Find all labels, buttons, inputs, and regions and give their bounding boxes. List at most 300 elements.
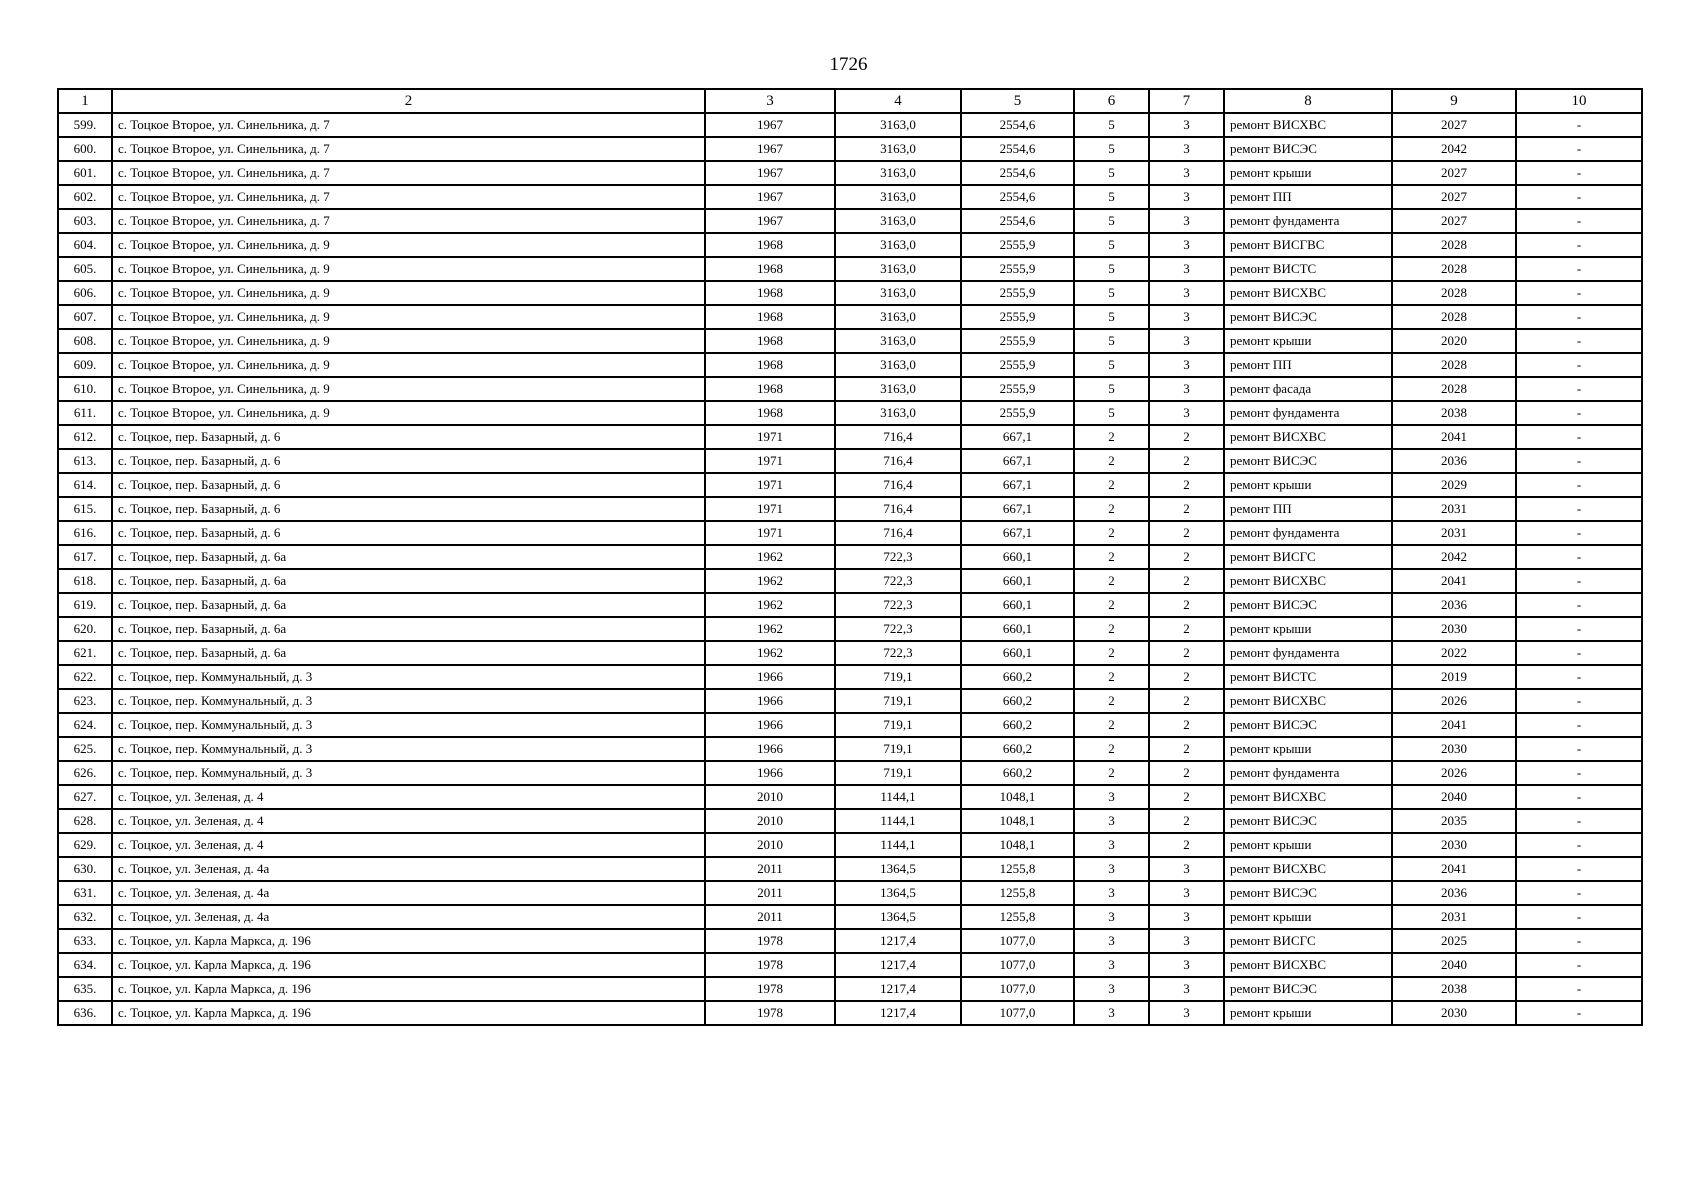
table-row xyxy=(58,881,1642,905)
area-total-cell: 3163,0 xyxy=(835,113,961,137)
note-cell: - xyxy=(1516,137,1642,161)
plan-year-cell: 2028 xyxy=(1392,281,1516,305)
entrances-cell: 3 xyxy=(1149,305,1224,329)
header-row xyxy=(58,89,1642,113)
note-cell: - xyxy=(1516,833,1642,857)
floors-cell: 5 xyxy=(1074,377,1149,401)
table-row xyxy=(58,521,1642,545)
table-row xyxy=(58,305,1642,329)
table-row xyxy=(58,137,1642,161)
plan-year-cell: 2030 xyxy=(1392,737,1516,761)
table-row xyxy=(58,617,1642,641)
year-cell: 1971 xyxy=(705,425,835,449)
area-total-cell: 1364,5 xyxy=(835,905,961,929)
entrances-cell: 2 xyxy=(1149,545,1224,569)
address-cell: с. Тоцкое, пер. Коммунальный, д. 3 xyxy=(112,761,705,785)
area-total-cell: 716,4 xyxy=(835,497,961,521)
note-cell: - xyxy=(1516,521,1642,545)
plan-year-cell: 2041 xyxy=(1392,425,1516,449)
work-type-cell: ремонт ВИСХВС xyxy=(1224,953,1392,977)
area-total-cell: 722,3 xyxy=(835,545,961,569)
note-cell: - xyxy=(1516,761,1642,785)
area-living-cell: 660,1 xyxy=(961,545,1074,569)
year-cell: 1968 xyxy=(705,257,835,281)
year-cell: 1966 xyxy=(705,761,835,785)
row-number-cell: 620. xyxy=(58,617,112,641)
entrances-cell: 2 xyxy=(1149,497,1224,521)
floors-cell: 2 xyxy=(1074,617,1149,641)
row-number-cell: 612. xyxy=(58,425,112,449)
floors-cell: 2 xyxy=(1074,761,1149,785)
year-cell: 1962 xyxy=(705,641,835,665)
note-cell: - xyxy=(1516,593,1642,617)
floors-cell: 2 xyxy=(1074,569,1149,593)
address-cell: с. Тоцкое, ул. Карла Маркса, д. 196 xyxy=(112,929,705,953)
row-number-cell: 601. xyxy=(58,161,112,185)
work-type-cell: ремонт ВИСХВС xyxy=(1224,425,1392,449)
entrances-cell: 2 xyxy=(1149,617,1224,641)
plan-year-cell: 2027 xyxy=(1392,161,1516,185)
address-cell: с. Тоцкое, ул. Карла Маркса, д. 196 xyxy=(112,1001,705,1025)
note-cell: - xyxy=(1516,161,1642,185)
entrances-cell: 2 xyxy=(1149,761,1224,785)
floors-cell: 5 xyxy=(1074,161,1149,185)
area-total-cell: 722,3 xyxy=(835,569,961,593)
area-living-cell: 667,1 xyxy=(961,425,1074,449)
floors-cell: 3 xyxy=(1074,785,1149,809)
column-header-5: 5 xyxy=(961,89,1074,113)
floors-cell: 3 xyxy=(1074,857,1149,881)
area-total-cell: 3163,0 xyxy=(835,185,961,209)
area-total-cell: 3163,0 xyxy=(835,305,961,329)
work-type-cell: ремонт фундамента xyxy=(1224,209,1392,233)
note-cell: - xyxy=(1516,449,1642,473)
column-header-9: 9 xyxy=(1392,89,1516,113)
work-type-cell: ремонт ВИСЭС xyxy=(1224,977,1392,1001)
area-living-cell: 2555,9 xyxy=(961,377,1074,401)
work-type-cell: ремонт фасада xyxy=(1224,377,1392,401)
entrances-cell: 3 xyxy=(1149,1001,1224,1025)
work-type-cell: ремонт ПП xyxy=(1224,185,1392,209)
row-number-cell: 633. xyxy=(58,929,112,953)
table-row xyxy=(58,329,1642,353)
area-living-cell: 667,1 xyxy=(961,473,1074,497)
address-cell: с. Тоцкое, ул. Зеленая, д. 4 xyxy=(112,809,705,833)
table-row xyxy=(58,545,1642,569)
plan-year-cell: 2040 xyxy=(1392,785,1516,809)
plan-year-cell: 2038 xyxy=(1392,401,1516,425)
area-total-cell: 1217,4 xyxy=(835,953,961,977)
entrances-cell: 2 xyxy=(1149,641,1224,665)
address-cell: с. Тоцкое, пер. Коммунальный, д. 3 xyxy=(112,737,705,761)
plan-year-cell: 2029 xyxy=(1392,473,1516,497)
year-cell: 1968 xyxy=(705,377,835,401)
entrances-cell: 2 xyxy=(1149,785,1224,809)
area-living-cell: 2555,9 xyxy=(961,257,1074,281)
table-row xyxy=(58,953,1642,977)
work-type-cell: ремонт ВИСЭС xyxy=(1224,137,1392,161)
area-living-cell: 660,1 xyxy=(961,569,1074,593)
year-cell: 2011 xyxy=(705,881,835,905)
work-type-cell: ремонт ВИСЭС xyxy=(1224,881,1392,905)
area-living-cell: 2555,9 xyxy=(961,281,1074,305)
row-number-cell: 634. xyxy=(58,953,112,977)
table-row xyxy=(58,569,1642,593)
floors-cell: 3 xyxy=(1074,881,1149,905)
note-cell: - xyxy=(1516,113,1642,137)
table-row xyxy=(58,185,1642,209)
work-type-cell: ремонт крыши xyxy=(1224,737,1392,761)
note-cell: - xyxy=(1516,905,1642,929)
address-cell: с. Тоцкое Второе, ул. Синельника, д. 9 xyxy=(112,281,705,305)
plan-year-cell: 2036 xyxy=(1392,593,1516,617)
floors-cell: 2 xyxy=(1074,449,1149,473)
floors-cell: 2 xyxy=(1074,473,1149,497)
year-cell: 2010 xyxy=(705,809,835,833)
work-type-cell: ремонт ПП xyxy=(1224,497,1392,521)
table-row xyxy=(58,689,1642,713)
address-cell: с. Тоцкое, ул. Зеленая, д. 4а xyxy=(112,905,705,929)
row-number-cell: 622. xyxy=(58,665,112,689)
plan-year-cell: 2031 xyxy=(1392,521,1516,545)
entrances-cell: 2 xyxy=(1149,449,1224,473)
entrances-cell: 2 xyxy=(1149,521,1224,545)
plan-year-cell: 2041 xyxy=(1392,569,1516,593)
year-cell: 1968 xyxy=(705,305,835,329)
row-number-cell: 632. xyxy=(58,905,112,929)
year-cell: 1978 xyxy=(705,929,835,953)
work-type-cell: ремонт ВИСХВС xyxy=(1224,857,1392,881)
row-number-cell: 613. xyxy=(58,449,112,473)
note-cell: - xyxy=(1516,281,1642,305)
row-number-cell: 604. xyxy=(58,233,112,257)
area-total-cell: 3163,0 xyxy=(835,401,961,425)
area-total-cell: 722,3 xyxy=(835,641,961,665)
table-row xyxy=(58,377,1642,401)
work-type-cell: ремонт крыши xyxy=(1224,161,1392,185)
address-cell: с. Тоцкое, ул. Зеленая, д. 4а xyxy=(112,857,705,881)
floors-cell: 3 xyxy=(1074,809,1149,833)
table-row xyxy=(58,281,1642,305)
address-cell: с. Тоцкое, ул. Карла Маркса, д. 196 xyxy=(112,977,705,1001)
area-living-cell: 1077,0 xyxy=(961,1001,1074,1025)
note-cell: - xyxy=(1516,953,1642,977)
address-cell: с. Тоцкое Второе, ул. Синельника, д. 7 xyxy=(112,161,705,185)
area-living-cell: 660,1 xyxy=(961,641,1074,665)
entrances-cell: 3 xyxy=(1149,281,1224,305)
table-row xyxy=(58,353,1642,377)
plan-year-cell: 2026 xyxy=(1392,761,1516,785)
row-number-cell: 617. xyxy=(58,545,112,569)
entrances-cell: 3 xyxy=(1149,929,1224,953)
entrances-cell: 3 xyxy=(1149,401,1224,425)
entrances-cell: 3 xyxy=(1149,137,1224,161)
work-type-cell: ремонт ВИСЭС xyxy=(1224,305,1392,329)
table-row xyxy=(58,737,1642,761)
area-living-cell: 1048,1 xyxy=(961,809,1074,833)
floors-cell: 3 xyxy=(1074,977,1149,1001)
plan-year-cell: 2027 xyxy=(1392,113,1516,137)
note-cell: - xyxy=(1516,641,1642,665)
entrances-cell: 3 xyxy=(1149,377,1224,401)
row-number-cell: 610. xyxy=(58,377,112,401)
plan-year-cell: 2022 xyxy=(1392,641,1516,665)
entrances-cell: 2 xyxy=(1149,473,1224,497)
year-cell: 1978 xyxy=(705,953,835,977)
column-header-6: 6 xyxy=(1074,89,1149,113)
work-type-cell: ремонт фундамента xyxy=(1224,761,1392,785)
area-living-cell: 1077,0 xyxy=(961,953,1074,977)
column-header-3: 3 xyxy=(705,89,835,113)
work-type-cell: ремонт ВИСХВС xyxy=(1224,113,1392,137)
area-living-cell: 1048,1 xyxy=(961,833,1074,857)
floors-cell: 5 xyxy=(1074,281,1149,305)
work-type-cell: ремонт ВИСГВС xyxy=(1224,233,1392,257)
note-cell: - xyxy=(1516,737,1642,761)
plan-year-cell: 2042 xyxy=(1392,545,1516,569)
area-living-cell: 667,1 xyxy=(961,449,1074,473)
address-cell: с. Тоцкое, пер. Базарный, д. 6 xyxy=(112,497,705,521)
area-total-cell: 1144,1 xyxy=(835,785,961,809)
area-total-cell: 1364,5 xyxy=(835,881,961,905)
work-type-cell: ремонт ВИСЭС xyxy=(1224,809,1392,833)
note-cell: - xyxy=(1516,665,1642,689)
floors-cell: 3 xyxy=(1074,929,1149,953)
work-type-cell: ремонт ВИСХВС xyxy=(1224,689,1392,713)
note-cell: - xyxy=(1516,209,1642,233)
area-total-cell: 719,1 xyxy=(835,689,961,713)
row-number-cell: 629. xyxy=(58,833,112,857)
column-header-2: 2 xyxy=(112,89,705,113)
table-row xyxy=(58,929,1642,953)
address-cell: с. Тоцкое, пер. Базарный, д. 6а xyxy=(112,617,705,641)
year-cell: 1962 xyxy=(705,569,835,593)
row-number-cell: 608. xyxy=(58,329,112,353)
area-living-cell: 2554,6 xyxy=(961,209,1074,233)
floors-cell: 5 xyxy=(1074,257,1149,281)
year-cell: 1968 xyxy=(705,401,835,425)
floors-cell: 2 xyxy=(1074,689,1149,713)
work-type-cell: ремонт ВИСХВС xyxy=(1224,569,1392,593)
area-living-cell: 2555,9 xyxy=(961,305,1074,329)
area-total-cell: 719,1 xyxy=(835,665,961,689)
address-cell: с. Тоцкое Второе, ул. Синельника, д. 9 xyxy=(112,257,705,281)
area-living-cell: 1077,0 xyxy=(961,977,1074,1001)
work-type-cell: ремонт ПП xyxy=(1224,353,1392,377)
area-total-cell: 1217,4 xyxy=(835,977,961,1001)
row-number-cell: 623. xyxy=(58,689,112,713)
row-number-cell: 605. xyxy=(58,257,112,281)
plan-year-cell: 2036 xyxy=(1392,449,1516,473)
table-row xyxy=(58,713,1642,737)
note-cell: - xyxy=(1516,329,1642,353)
column-header-4: 4 xyxy=(835,89,961,113)
year-cell: 1967 xyxy=(705,161,835,185)
address-cell: с. Тоцкое, пер. Базарный, д. 6а xyxy=(112,569,705,593)
note-cell: - xyxy=(1516,353,1642,377)
address-cell: с. Тоцкое Второе, ул. Синельника, д. 9 xyxy=(112,329,705,353)
entrances-cell: 3 xyxy=(1149,905,1224,929)
plan-year-cell: 2019 xyxy=(1392,665,1516,689)
year-cell: 2011 xyxy=(705,905,835,929)
work-type-cell: ремонт ВИСГС xyxy=(1224,545,1392,569)
plan-year-cell: 2025 xyxy=(1392,929,1516,953)
plan-year-cell: 2026 xyxy=(1392,689,1516,713)
work-type-cell: ремонт крыши xyxy=(1224,833,1392,857)
plan-year-cell: 2038 xyxy=(1392,977,1516,1001)
address-cell: с. Тоцкое Второе, ул. Синельника, д. 7 xyxy=(112,137,705,161)
address-cell: с. Тоцкое, пер. Коммунальный, д. 3 xyxy=(112,713,705,737)
floors-cell: 2 xyxy=(1074,425,1149,449)
row-number-cell: 621. xyxy=(58,641,112,665)
floors-cell: 5 xyxy=(1074,185,1149,209)
plan-year-cell: 2028 xyxy=(1392,377,1516,401)
table-row xyxy=(58,809,1642,833)
entrances-cell: 3 xyxy=(1149,209,1224,233)
area-total-cell: 3163,0 xyxy=(835,353,961,377)
note-cell: - xyxy=(1516,305,1642,329)
entrances-cell: 3 xyxy=(1149,953,1224,977)
year-cell: 1971 xyxy=(705,521,835,545)
address-cell: с. Тоцкое Второе, ул. Синельника, д. 9 xyxy=(112,353,705,377)
work-type-cell: ремонт крыши xyxy=(1224,905,1392,929)
row-number-cell: 600. xyxy=(58,137,112,161)
work-type-cell: ремонт фундамента xyxy=(1224,401,1392,425)
note-cell: - xyxy=(1516,809,1642,833)
work-type-cell: ремонт фундамента xyxy=(1224,521,1392,545)
entrances-cell: 2 xyxy=(1149,569,1224,593)
address-cell: с. Тоцкое Второе, ул. Синельника, д. 7 xyxy=(112,209,705,233)
table-body xyxy=(58,89,1642,1025)
area-total-cell: 3163,0 xyxy=(835,329,961,353)
area-total-cell: 719,1 xyxy=(835,737,961,761)
address-cell: с. Тоцкое, ул. Карла Маркса, д. 196 xyxy=(112,953,705,977)
work-type-cell: ремонт крыши xyxy=(1224,617,1392,641)
row-number-cell: 636. xyxy=(58,1001,112,1025)
table-row xyxy=(58,1001,1642,1025)
address-cell: с. Тоцкое Второе, ул. Синельника, д. 7 xyxy=(112,185,705,209)
year-cell: 1967 xyxy=(705,185,835,209)
entrances-cell: 2 xyxy=(1149,689,1224,713)
floors-cell: 5 xyxy=(1074,329,1149,353)
work-type-cell: ремонт крыши xyxy=(1224,329,1392,353)
address-cell: с. Тоцкое Второе, ул. Синельника, д. 9 xyxy=(112,377,705,401)
year-cell: 1966 xyxy=(705,665,835,689)
floors-cell: 2 xyxy=(1074,593,1149,617)
area-total-cell: 722,3 xyxy=(835,617,961,641)
area-total-cell: 3163,0 xyxy=(835,137,961,161)
row-number-cell: 630. xyxy=(58,857,112,881)
area-living-cell: 2555,9 xyxy=(961,353,1074,377)
area-living-cell: 1255,8 xyxy=(961,905,1074,929)
year-cell: 1967 xyxy=(705,209,835,233)
row-number-cell: 631. xyxy=(58,881,112,905)
entrances-cell: 3 xyxy=(1149,857,1224,881)
area-living-cell: 2554,6 xyxy=(961,113,1074,137)
entrances-cell: 2 xyxy=(1149,737,1224,761)
area-total-cell: 719,1 xyxy=(835,713,961,737)
plan-year-cell: 2030 xyxy=(1392,617,1516,641)
floors-cell: 2 xyxy=(1074,737,1149,761)
work-type-cell: ремонт ВИСТС xyxy=(1224,665,1392,689)
note-cell: - xyxy=(1516,785,1642,809)
year-cell: 2010 xyxy=(705,785,835,809)
row-number-cell: 635. xyxy=(58,977,112,1001)
area-living-cell: 1048,1 xyxy=(961,785,1074,809)
area-living-cell: 2555,9 xyxy=(961,329,1074,353)
row-number-cell: 627. xyxy=(58,785,112,809)
area-total-cell: 1144,1 xyxy=(835,809,961,833)
year-cell: 1962 xyxy=(705,617,835,641)
plan-year-cell: 2042 xyxy=(1392,137,1516,161)
row-number-cell: 602. xyxy=(58,185,112,209)
row-number-cell: 609. xyxy=(58,353,112,377)
address-cell: с. Тоцкое, пер. Базарный, д. 6 xyxy=(112,425,705,449)
year-cell: 1971 xyxy=(705,473,835,497)
table-row xyxy=(58,593,1642,617)
area-total-cell: 1364,5 xyxy=(835,857,961,881)
table-row xyxy=(58,497,1642,521)
repair-schedule-table xyxy=(57,88,1643,1026)
year-cell: 1968 xyxy=(705,329,835,353)
plan-year-cell: 2036 xyxy=(1392,881,1516,905)
area-total-cell: 722,3 xyxy=(835,593,961,617)
year-cell: 1967 xyxy=(705,137,835,161)
area-living-cell: 660,2 xyxy=(961,689,1074,713)
page-number: 1726 xyxy=(829,54,868,75)
area-living-cell: 1255,8 xyxy=(961,857,1074,881)
area-living-cell: 1077,0 xyxy=(961,929,1074,953)
plan-year-cell: 2020 xyxy=(1392,329,1516,353)
note-cell: - xyxy=(1516,929,1642,953)
table-row xyxy=(58,833,1642,857)
year-cell: 1962 xyxy=(705,545,835,569)
row-number-cell: 607. xyxy=(58,305,112,329)
plan-year-cell: 2040 xyxy=(1392,953,1516,977)
note-cell: - xyxy=(1516,617,1642,641)
floors-cell: 3 xyxy=(1074,1001,1149,1025)
floors-cell: 2 xyxy=(1074,641,1149,665)
work-type-cell: ремонт ВИСЭС xyxy=(1224,713,1392,737)
table-row xyxy=(58,641,1642,665)
floors-cell: 5 xyxy=(1074,305,1149,329)
entrances-cell: 2 xyxy=(1149,833,1224,857)
year-cell: 2011 xyxy=(705,857,835,881)
address-cell: с. Тоцкое, пер. Базарный, д. 6 xyxy=(112,449,705,473)
floors-cell: 5 xyxy=(1074,401,1149,425)
address-cell: с. Тоцкое Второе, ул. Синельника, д. 7 xyxy=(112,113,705,137)
work-type-cell: ремонт фундамента xyxy=(1224,641,1392,665)
column-header-7: 7 xyxy=(1149,89,1224,113)
area-living-cell: 2555,9 xyxy=(961,233,1074,257)
row-number-cell: 628. xyxy=(58,809,112,833)
row-number-cell: 618. xyxy=(58,569,112,593)
work-type-cell: ремонт ВИСГС xyxy=(1224,929,1392,953)
area-total-cell: 3163,0 xyxy=(835,209,961,233)
note-cell: - xyxy=(1516,1001,1642,1025)
address-cell: с. Тоцкое, пер. Коммунальный, д. 3 xyxy=(112,689,705,713)
entrances-cell: 2 xyxy=(1149,593,1224,617)
table-row xyxy=(58,977,1642,1001)
floors-cell: 5 xyxy=(1074,233,1149,257)
note-cell: - xyxy=(1516,713,1642,737)
floors-cell: 2 xyxy=(1074,665,1149,689)
year-cell: 1978 xyxy=(705,1001,835,1025)
area-living-cell: 1255,8 xyxy=(961,881,1074,905)
entrances-cell: 3 xyxy=(1149,881,1224,905)
address-cell: с. Тоцкое, пер. Базарный, д. 6а xyxy=(112,641,705,665)
table-row xyxy=(58,473,1642,497)
